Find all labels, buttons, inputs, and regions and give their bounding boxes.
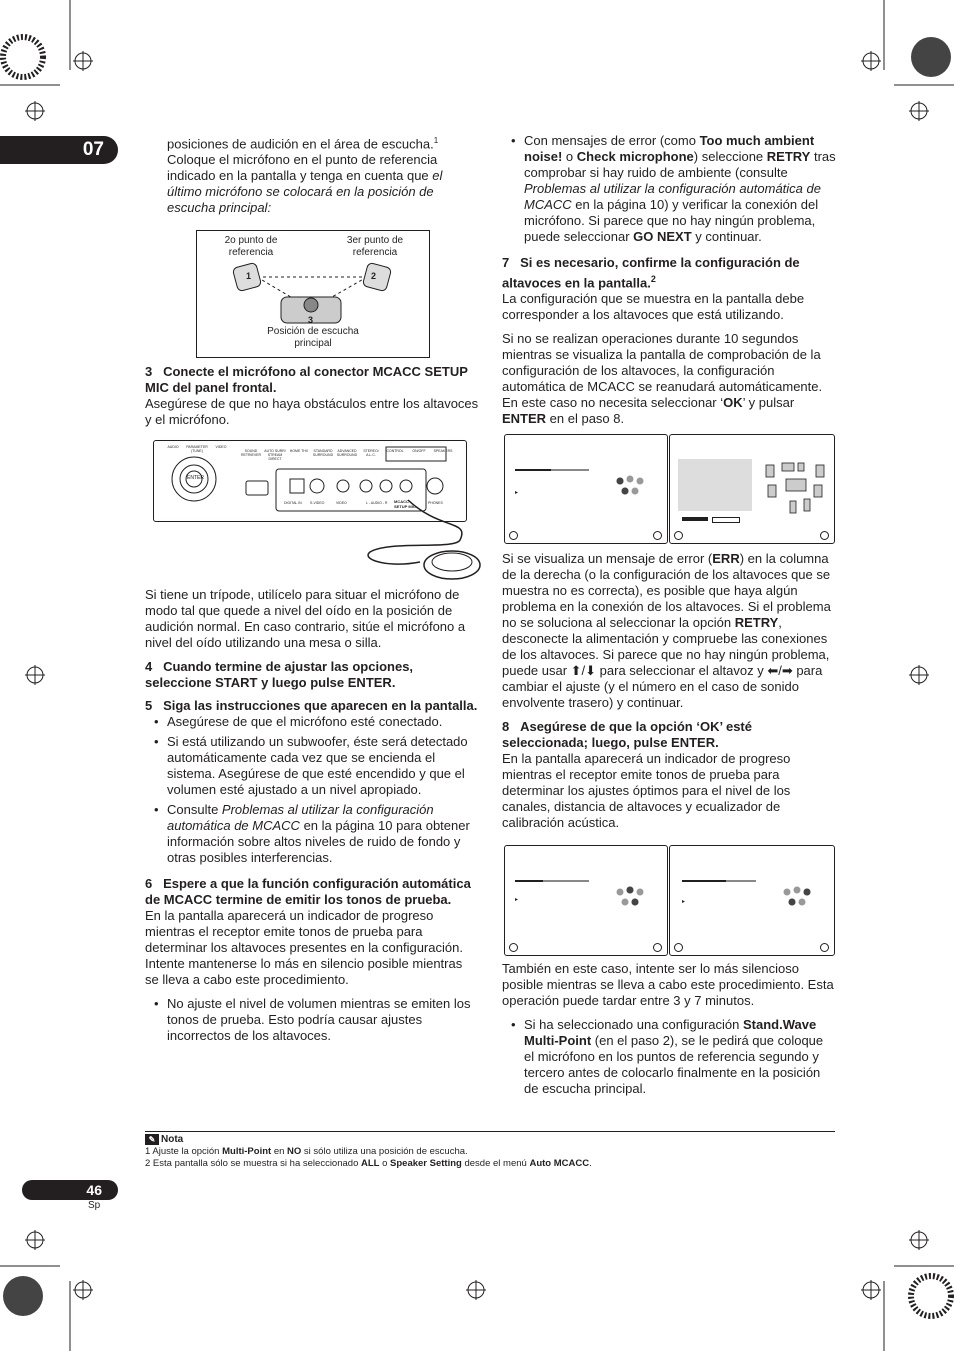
text-run: ’ y pulsar [742,395,795,411]
text-run: Si se visualiza un mensaje de error ( [502,551,713,566]
text-run: o [562,149,577,164]
panel-label: STEREO/ A.L.C. [363,449,379,457]
listening-diagram [196,230,430,358]
bullet-item [145,802,479,866]
text-run: Si no se realizan operaciones durante 10 segundos mientras se visualiza la pantalla de comprobación de la configuración de los altavoces, la configuración automática de MCACC se reanudará automáticamente. En este caso no necesita seleccionar ‘ [502,331,823,411]
screen-test-tones-2 [669,845,835,956]
bullet-item [145,996,479,1044]
text-run: ALL [361,1158,380,1169]
panel-jack-label: L - AUDIO - R [366,501,388,505]
microphone-cable [360,490,500,590]
exit-icon [653,943,662,952]
return-icon [674,531,683,540]
step-7-number: 7 [502,255,510,270]
text-run: Asegúrese de que el micrófono esté conectado. [167,714,443,729]
right-top [502,133,836,435]
chapter-tab: 07 [0,136,118,164]
label-main-position: Posición de escucha principal [267,326,359,349]
progress-bar [682,880,726,882]
progress-bar [515,469,551,471]
text-run: No ajuste el nivel de volumen mientras se emiten los tonos de prueba. Esto podría causar ajustes incorrectos de los altavoces. [167,996,471,1043]
text-run: en la página 10 para obtener información sobre altos niveles de ruido de fondo y otras posibles interferencias. [167,818,470,865]
panel-label: AUTO SURR/ STREAM DIRECT [264,449,286,461]
step-7-footnote-ref: 2 [650,274,656,284]
text-run: Coloque el micrófono en el punto de referencia indicado en la pantalla y tenga en cuenta que [167,152,438,184]
text-run: Si ha seleccionado una configuración [524,1017,743,1032]
screen-test-tones-1 [504,845,668,956]
step-7-title: Si es necesario, confirme la configuración de altavoces en la pantalla. [502,255,800,291]
speaker-dots-icon [615,886,645,910]
notes [145,1133,835,1170]
panel-jack-label: DIGITAL IN [284,501,302,505]
text-run: Si está utilizando un subwoofer, éste será detectado automáticamente cada vez que se encienda el sistema. Asegúrese de que esté encendido y que el volumen esté ajustado a un nivel apropiado. [167,734,468,797]
panel-jack-label: VIDEO [336,501,347,505]
label-third-ref: 3er punto de referencia [346,235,404,258]
text-run: Consulte [167,802,222,817]
text-run: Check microphone [576,149,694,164]
step-3-text: Asegúrese de que no haya obstáculos entre los altavoces y el micrófono. [145,396,479,427]
text-run: o [379,1158,391,1169]
text-run: en el paso 8. [546,411,625,427]
bullet-item [145,714,479,730]
after-paragraph: También en este caso, intente ser lo más silencioso posible mientras se lleva a cabo este procedimiento. Esta operación puede tardar entre 3 y 7 minutos. [502,961,834,1008]
panel-label: SOUND RETRIEVER [240,449,262,457]
speaker-dots-icon [782,886,812,910]
return-icon [509,943,518,952]
return-icon [509,531,518,540]
screen-mcacc-progress [504,434,668,544]
intro-paragraph [167,133,479,216]
text-run: en la página 10) y verificar la conexión del micrófono. Si parece que no hay ningún problema, puede seleccionar [524,197,819,244]
step-6-bullets [145,996,479,1044]
cursor-icon: ▸ [515,490,519,496]
note-divider [145,1131,835,1132]
text-run: 1 [433,136,439,145]
text-run: Speaker Setting [390,1158,462,1169]
text-run: desde el menú [461,1158,530,1169]
text-run: el último micrófono se colocará en la posición de escucha principal: [167,168,443,216]
panel-jack-label: PHONES [428,501,443,505]
left-intro [167,133,479,224]
cursor-icon: ▸ [682,899,686,905]
panel-label: ON/OFF [412,449,426,453]
ref-number-1: 1 [246,271,252,281]
text-run: ENTER [502,411,547,427]
text-run: Problemas al utilizar la configuración automática de MCACC [167,802,434,833]
text-run: ) en la columna de la derecha (o la configuración de los altavoces que se muestra no es correcta), es posible que haya algún problema en la conexión de los altavoces. Si el problema no se soluciona al seleccionar la opción [502,551,831,630]
step-3-title: Conecte el micrófono al conector MCACC SETUP MIC del panel frontal. [145,364,468,395]
speaker-list-panel [678,459,752,511]
screen-speaker-check [669,434,835,544]
step-7-text-2 [502,331,836,427]
text-run: RETRY [734,615,779,630]
text-run: Multi-Point [222,1146,272,1157]
step-8-title: Asegúrese de que la opción ‘OK’ esté seleccionada; luego, pulse ENTER. [502,719,752,750]
return-icon [674,943,683,952]
exit-icon [653,531,662,540]
step-5-number: 5 [145,698,153,713]
tripod-paragraph: Si tiene un trípode, utilícelo para situar el micrófono de modo tal que quede a nivel del oído en la posición de audición normal. En caso contrario, sitúe el micrófono a nivel del oído utilizando una mesa o silla. [145,587,466,650]
panel-label: CONTROL [386,449,404,453]
exit-icon [820,943,829,952]
footnote-1 [145,1146,835,1158]
step-8-number: 8 [502,719,510,734]
step-8-text: En la pantalla aparecerá un indicador de progreso mientras el receptor emite tonos de prueba para determinar los ajustes óptimos para el nivel de los canales, distancia de altavoces y ecualizador de calibración acústica. [502,751,791,830]
text-run: posiciones de audición en el área de escucha. [167,136,434,152]
note-title: Nota [161,1134,184,1145]
text-run: ) seleccione [693,149,767,164]
step-3 [145,364,479,436]
panel-label: SPEAKERS [433,449,453,453]
text-run: tras comprobar si hay ruido de ambiente (consulte [524,149,836,180]
text-run: Too much ambient noise! [524,133,815,164]
text-run: ERR [712,551,740,566]
exit-icon [820,531,829,540]
right-bottom [502,961,836,1101]
step-5-bullets [145,714,479,866]
text-run: , desconecte la alimentación y compruebe las conexiones de los altavoces. Si parece que no hay ningún problema, puede usar ⬆/⬇ para seleccionar el altavoz y ⬅/➡ para cambiar el ajuste (y el número en el caso de sonido envolvente trasero) y continuar. [502,615,830,710]
progress-bar [515,880,543,882]
left-body [145,587,479,1048]
page-lang: Sp [88,1200,101,1211]
right-middle [502,551,836,839]
page-number: 46 [22,1180,118,1200]
step-6-number: 6 [145,876,153,891]
error-bullet [502,133,836,245]
step-4-title: Cuando termine de ajustar las opciones, seleccione START y luego pulse ENTER. [145,659,414,690]
text-run: RETRY [766,149,811,164]
speaker-layout-icon [764,459,830,519]
step-6-title: Espere a que la función configuración automática de MCACC termine de emitir los tonos de prueba. [145,876,471,907]
step-5-title: Siga las instrucciones que aparecen en la pantalla. [163,698,478,713]
panel-label: STANDARD SURROUND [312,449,334,457]
panel-label: HOME THX [289,449,309,453]
text-run: . [589,1158,592,1169]
text-run: Problemas al utilizar la configuración automática de MCACC [524,181,821,212]
text-run: y continuar. [691,229,762,244]
text-run: si sólo utiliza una posición de escucha. [301,1146,468,1157]
standwave-bullet [502,1017,836,1097]
error-paragraph [502,551,836,711]
bullet-item [145,734,479,798]
step-3-number: 3 [145,364,153,379]
text-run: Con mensajes de error (como [524,133,700,148]
step-7-text: La configuración que se muestra en la pantalla debe corresponder a los altavoces que está utilizando. [502,291,805,323]
panel-label: PARAMETER (TUNE) [186,445,208,453]
ref-number-3: 3 [308,315,314,325]
label-second-ref: 2o punto de referencia [224,235,278,258]
cursor-icon: ▸ [515,897,519,903]
ref-number-2: 2 [371,271,377,281]
panel-label: AUDIO [167,445,179,449]
text-run: 1 Ajuste la opción [145,1146,223,1157]
retry-button[interactable] [712,517,740,523]
text-run: 2 Esta pantalla sólo se muestra si ha seleccionado [145,1158,361,1169]
panel-top-labels [154,443,466,461]
panel-jack-label: S-VIDEO [310,501,325,505]
text-run: (en el paso 2), se le pedirá que coloque el micrófono en los puntos de referencia segundo y tercero antes de colocarlo finalmente en la posición de escucha principal. [524,1033,824,1096]
text-run: Auto MCACC [529,1158,590,1169]
mcacc-mic-label: MCACC SETUP MIC [394,499,416,509]
note-icon: ✎ [145,1134,159,1145]
text-run: NO [287,1146,302,1157]
text-run: Stand.Wave Multi-Point [524,1017,817,1048]
text-run: OK [723,395,743,411]
step-6-text: En la pantalla aparecerá un indicador de progreso mientras el receptor emite tonos de prueba para determinar los altavoces presentes en la configuración. Intente mantenerse lo más en silencio posible mientras se lleva a cabo este procedimiento. [145,908,463,987]
text-run: en [271,1146,288,1157]
speaker-dots-icon [615,475,645,499]
footnote-2 [145,1158,835,1170]
enter-label: ENTER [187,475,204,481]
text-run: GO NEXT [633,229,692,244]
panel-label: ADVANCED SURROUND [336,449,358,457]
ok-button[interactable] [682,517,708,521]
panel-label: VIDEO [215,445,227,449]
step-4-number: 4 [145,659,153,674]
